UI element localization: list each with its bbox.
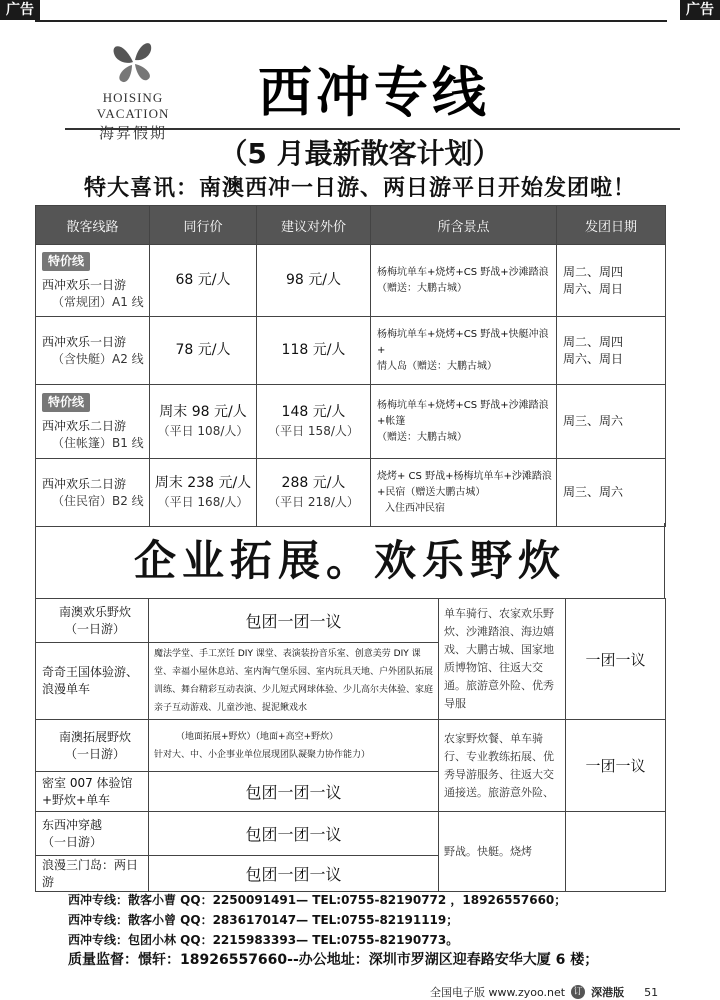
spots-cell <box>371 385 557 459</box>
headline: 特大喜讯：南澳西冲一日游、两日游平日开始发团啦！ <box>83 176 636 201</box>
spots-extra: （赠送：大鹏古城） <box>377 431 467 443</box>
retail-price: 148 元/人 <box>281 403 346 420</box>
route-cell <box>36 720 149 772</box>
route-name: 浪漫三门岛：两日游 <box>36 856 149 892</box>
table-row <box>36 812 666 856</box>
features-cell: 野战。快艇。烧烤 <box>439 812 566 892</box>
peer-price: 周末 238 元/人 <box>154 474 252 491</box>
peer-price: 68 元/人 <box>150 245 257 317</box>
detail-line: 针对大、中、小企事业单位展现团队凝聚力协作能力） <box>154 749 371 760</box>
route-sub: （含快艇）A2 线 <box>52 351 144 366</box>
quality-supervision-line: 质量监督：憬轩：18926557660--办公地址：深圳市罗湖区迎春路安华大厦 6 楼； <box>68 952 599 968</box>
special-tag: 特价线 <box>42 252 90 271</box>
route-name: 密室 007 体验馆 <box>42 775 133 790</box>
header-route: 散客线路 <box>36 206 150 245</box>
route-cell <box>36 317 150 385</box>
route-cell <box>36 459 150 527</box>
dates-line: 周三、周六 <box>557 385 666 459</box>
dates-cell <box>557 317 666 385</box>
features-cell: 农家野炊餐、单车骑行、专业教练拓展、优秀导游服务、往返大交通接送。旅游意外险、 <box>439 720 566 812</box>
peer-price: 周末 98 元/人 <box>159 403 247 420</box>
brand-logo <box>68 36 198 143</box>
spots-list: 烧烤+ CS 野战+杨梅坑单车+沙滩踏浪+民宿（赠送大鹏古城） <box>377 470 552 498</box>
page-subtitle: （5 月最新散客计划） <box>219 137 501 170</box>
pricing-note: 一团一议 <box>566 720 666 812</box>
retail-price-cell <box>257 459 371 527</box>
plan-cell: 包团一团一议 <box>149 772 439 812</box>
routes-table <box>35 205 666 527</box>
contact-line: 西冲专线：散客小曹 QQ：2250091491— TEL:0755-82190772 ，18926557660； <box>68 893 567 907</box>
empty-cell <box>566 812 666 892</box>
pricing-note: 一团一议 <box>566 599 666 720</box>
ad-corner-tag-left: 广告 <box>0 0 40 20</box>
activities-detail <box>149 720 439 772</box>
section-banner: 企业拓展。欢乐野炊 <box>35 523 665 598</box>
table-row <box>36 385 666 459</box>
spots-list: 杨梅坑单车+烧烤+CS 野战+沙滩踏浪+帐篷 <box>377 399 549 427</box>
dates-line: 周二、周四 <box>563 264 624 279</box>
retail-price-cell <box>257 385 371 459</box>
subscribe-badge-icon: 订 <box>571 985 585 999</box>
header-dates: 发团日期 <box>557 206 666 245</box>
header-retail-price: 建议对外价 <box>257 206 371 245</box>
spots-cell <box>371 245 557 317</box>
spots-cell <box>371 459 557 527</box>
footer-site: 全国电子版 www.zyoo.net <box>430 986 566 999</box>
features-cell: 单车骑行、农家欢乐野炊、沙滩踏浪、海边嬉戏、大鹏古城、国家地质博物馆、往返大交通。旅游意外险、优秀导服 <box>439 599 566 720</box>
title-divider <box>65 128 680 130</box>
contact-line: 西冲专线：包团小林 QQ：2215983393— TEL:0755-82190773。 <box>68 933 459 947</box>
route-name: 南澳欢乐野炊 <box>58 604 131 619</box>
route-cell <box>36 772 149 812</box>
logo-english-name: HOISING VACATION <box>96 90 170 121</box>
peer-price-cell <box>150 385 257 459</box>
page-title: 西冲专线 <box>258 61 490 124</box>
route-cell <box>36 812 149 856</box>
page-footer <box>430 984 670 1000</box>
spots-list: 杨梅坑单车+烧烤+CS 野战+沙滩踏浪 <box>377 266 549 278</box>
header-peer-price: 同行价 <box>150 206 257 245</box>
dates-line: 周六、周日 <box>563 351 624 366</box>
route-sub: （一日游） <box>64 621 125 636</box>
plan-cell: 包团一团一议 <box>149 812 439 856</box>
butterfly-logo-icon <box>105 36 161 88</box>
route-sub: （住民宿）B2 线 <box>52 493 144 508</box>
expansion-table <box>35 598 666 892</box>
table-row <box>36 317 666 385</box>
header-spots: 所含景点 <box>371 206 557 245</box>
special-tag: 特价线 <box>42 393 90 412</box>
route-sub: +野炊+单车 <box>42 792 111 807</box>
route-sub: （住帐篷）B1 线 <box>52 436 144 450</box>
retail-price-weekday: （平日 218/人） <box>268 494 359 509</box>
contacts-block <box>68 890 598 970</box>
dates-line: 周六、周日 <box>563 281 624 296</box>
top-rule <box>35 20 667 22</box>
peer-price: 78 元/人 <box>150 317 257 385</box>
spots-cell <box>371 317 557 385</box>
logo-chinese-name: 海昇假期 <box>98 124 167 142</box>
page-number: 51 <box>644 985 659 999</box>
plan-cell: 包团一团一议 <box>149 856 439 892</box>
route-name: 西冲欢乐一日游 <box>42 334 127 349</box>
route-name: 西冲欢乐二日游 <box>42 419 127 433</box>
route-cell <box>36 245 150 317</box>
peer-price-weekday: （平日 108/人） <box>157 423 249 438</box>
route-name: 西冲欢乐二日游 <box>42 476 127 491</box>
route-name: 东西冲穿越 <box>42 817 103 832</box>
table-row <box>36 720 666 772</box>
table-row <box>36 599 666 643</box>
detail-line: （地面拓展+野炊）（地面+高空+野炊） <box>176 731 339 742</box>
retail-price: 118 元/人 <box>257 317 371 385</box>
retail-price-weekday: （平日 158/人） <box>268 423 359 438</box>
dates-cell <box>557 245 666 317</box>
route-sub: （一日游） <box>42 834 103 849</box>
activities-detail: 魔法学堂、手工烹饪 DIY 课堂、表演装扮音乐室、创意美劳 DIY 课堂、幸福小屋休息站、室内淘气堡乐园、室内玩具天地、户外团队拓展训练、舞台精彩互动表演、少儿短式网球体验、少儿高尔夫体验、家庭亲子互动游戏、儿童沙池、捉泥鳅戏水 <box>149 643 439 720</box>
route-sub: （常规团）A1 线 <box>52 295 144 309</box>
route-cell <box>36 385 150 459</box>
spots-extra: 情人岛（赠送：大鹏古城） <box>377 360 497 372</box>
peer-price-weekday: （平日 168/人） <box>157 494 249 509</box>
route-sub: （一日游） <box>64 746 125 761</box>
dates-line: 周二、周四 <box>563 334 624 349</box>
dates-line: 周三、周六 <box>557 459 666 527</box>
spots-extra: （赠送：大鹏古城） <box>377 282 467 294</box>
table-header-row <box>36 206 666 245</box>
spots-extra: 入住西冲民宿 <box>385 502 445 514</box>
plan-cell: 包团一团一议 <box>149 599 439 643</box>
spots-list: 杨梅坑单车+烧烤+CS 野战+快艇冲浪+ <box>377 328 549 356</box>
retail-price: 98 元/人 <box>257 245 371 317</box>
contact-line: 西冲专线：散客小曾 QQ：2836170147— TEL:0755-82191119； <box>68 913 459 927</box>
route-name: 奇奇王国体验游、浪漫单车 <box>36 643 149 720</box>
ad-corner-tag-right: 广告 <box>680 0 720 20</box>
table-row <box>36 459 666 527</box>
retail-price: 288 元/人 <box>281 474 346 491</box>
route-cell <box>36 599 149 643</box>
table-row <box>36 245 666 317</box>
route-name: 西冲欢乐一日游 <box>42 278 127 292</box>
peer-price-cell <box>150 459 257 527</box>
route-name: 南澳拓展野炊 <box>58 729 131 744</box>
footer-edition: 深港版 <box>591 986 625 999</box>
